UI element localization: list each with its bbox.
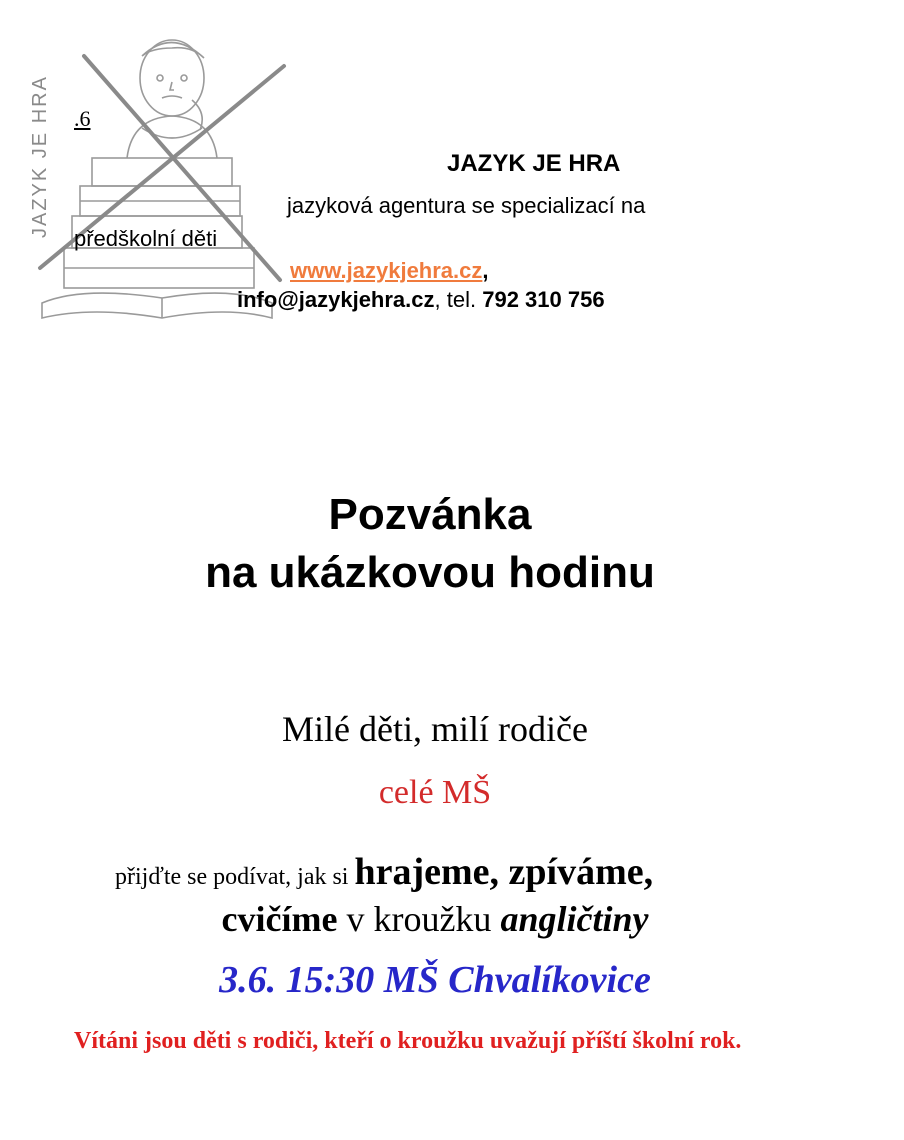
- title-line-2: na ukázkovou hodinu: [205, 548, 655, 597]
- tagline-continued: předškolní děti: [74, 226, 218, 251]
- website-line: [290, 258, 489, 284]
- invitation-activities: hrajeme, zpíváme,: [354, 851, 654, 893]
- class-name: celé MŠ: [378, 774, 492, 811]
- greeting: Milé děti, milí rodiče: [282, 709, 588, 749]
- brand-name: JAZYK JE HRA: [447, 150, 621, 177]
- logo-text: JAZYK JE HRA: [29, 75, 51, 238]
- event-details: 3.6. 15:30 MŠ Chvalíkovice: [219, 959, 651, 1001]
- invitation-line-1: [115, 850, 653, 894]
- tagline: jazyková agentura se specializací na: [287, 193, 646, 218]
- invitation-activity-exercise: cvičíme: [221, 899, 338, 939]
- website-link[interactable]: www.jazykjehra.cz: [290, 258, 483, 283]
- page-number: .6: [74, 106, 91, 131]
- phone-number: 792 310 756: [482, 287, 605, 312]
- title-line-1: Pozvánka: [328, 490, 532, 539]
- invitation-line-2: [0, 898, 870, 940]
- website-suffix: ,: [482, 258, 489, 283]
- invitation-language: angličtiny: [500, 899, 649, 939]
- contact-line: [237, 287, 605, 313]
- invitation-mid: v kroužku: [337, 899, 501, 939]
- welcome-note: Vítáni jsou děti s rodiči, kteří o kroužku uvažují příští školní rok.: [74, 1028, 742, 1054]
- page-title: [0, 486, 860, 602]
- invitation-text: přijďte se podívat, jak si: [115, 864, 355, 890]
- phone-prefix: , tel.: [434, 287, 483, 312]
- email-link[interactable]: info@jazykjehra.cz: [237, 287, 435, 312]
